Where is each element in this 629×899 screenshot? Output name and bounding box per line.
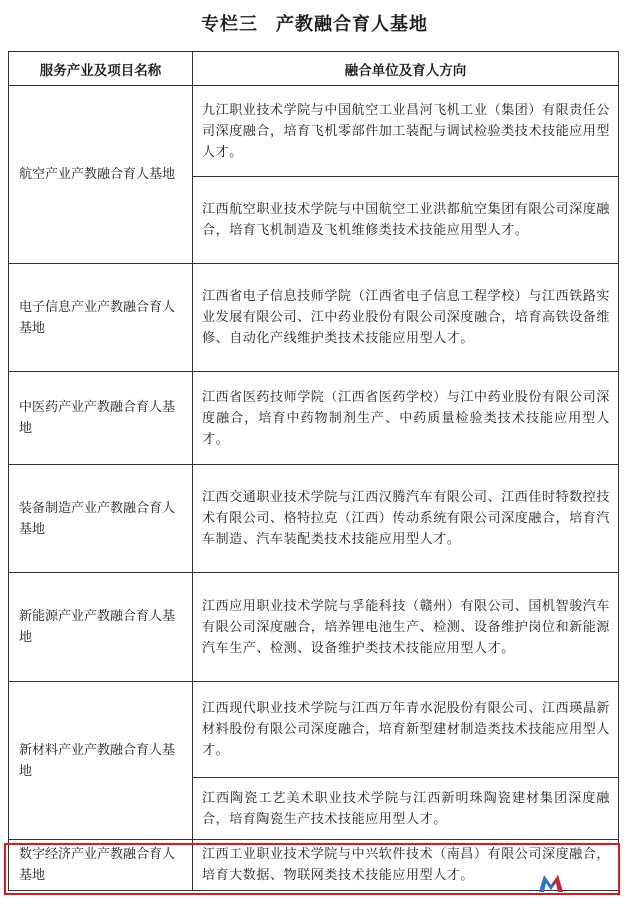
category-cell: 新能源产业产教融合育人基地	[9, 573, 193, 682]
category-cell: 新材料产业产教融合育人基地	[9, 682, 193, 840]
header-row	[9, 52, 619, 86]
table-row	[9, 86, 619, 177]
header-col2: 融合单位及育人方向	[193, 52, 619, 86]
header-col1: 服务产业及项目名称	[9, 52, 193, 86]
unit-cell: 江西现代职业技术学院与江西万年青水泥股份有限公司、江西瑛晶新材料股份有限公司深度融合，培育新型建材制造类技术技能应用型人才。	[193, 682, 619, 778]
table-row	[9, 264, 619, 372]
page-title	[0, 10, 629, 36]
unit-cell: 江西省电子信息技师学院（江西省电子信息工程学校）与江西铁路实业发展有限公司、江中药业股份有限公司深度融合，培育高铁设备维修、自动化产线维护类技术技能应用型人才。	[193, 264, 619, 372]
highlight-box	[4, 843, 620, 895]
unit-cell: 江西工业职业技术学院与中兴软件技术（南昌）有限公司深度融合，培育大数据、物联网类技术技能应用型人才。	[193, 840, 619, 891]
table-row	[9, 573, 619, 682]
unit-cell: 九江职业技术学院与中国航空工业昌河飞机工业（集团）有限责任公司深度融合，培育飞机零部件加工装配与调试检验类技术技能应用型人才。	[193, 86, 619, 177]
title-text: 产教融合育人基地	[276, 14, 428, 35]
category-cell: 中医药产业产教融合育人基地	[9, 372, 193, 465]
category-cell: 航空产业产教融合育人基地	[9, 86, 193, 264]
m-logo-icon	[538, 873, 564, 893]
unit-cell: 江西省医药技师学院（江西省医药学校）与江中药业股份有限公司深度融合，培育中药物制剂生产、中药质量检验类技术技能应用型人才。	[193, 372, 619, 465]
title-prefix: 专栏三	[201, 14, 258, 35]
category-cell: 电子信息产业产教融合育人基地	[9, 264, 193, 372]
category-cell: 数字经济产业产教融合育人基地	[9, 840, 193, 891]
table-row	[9, 682, 619, 778]
unit-cell: 江西陶瓷工艺美术职业技术学院与江西新明珠陶瓷建材集团深度融合，培育陶瓷生产技术技能应用型人才。	[193, 778, 619, 840]
table-row	[9, 465, 619, 573]
unit-cell: 江西航空职业技术学院与中国航空工业洪都航空集团有限公司深度融合，培育飞机制造及飞机维修类技术技能应用型人才。	[193, 177, 619, 264]
unit-cell: 江西应用职业技术学院与孚能科技（赣州）有限公司、国机智骏汽车有限公司深度融合，培养锂电池生产、检测、设备维护岗位和新能源汽车生产、检测、设备维护类技术技能应用型人才。	[193, 573, 619, 682]
category-cell: 装备制造产业产教融合育人基地	[9, 465, 193, 573]
unit-cell: 江西交通职业技术学院与江西汉腾汽车有限公司、江西佳时特数控技术有限公司、格特拉克（江西）传动系统有限公司深度融合，培育汽车制造、汽车装配类技术技能应用型人才。	[193, 465, 619, 573]
table-row	[9, 372, 619, 465]
base-table	[8, 51, 619, 891]
